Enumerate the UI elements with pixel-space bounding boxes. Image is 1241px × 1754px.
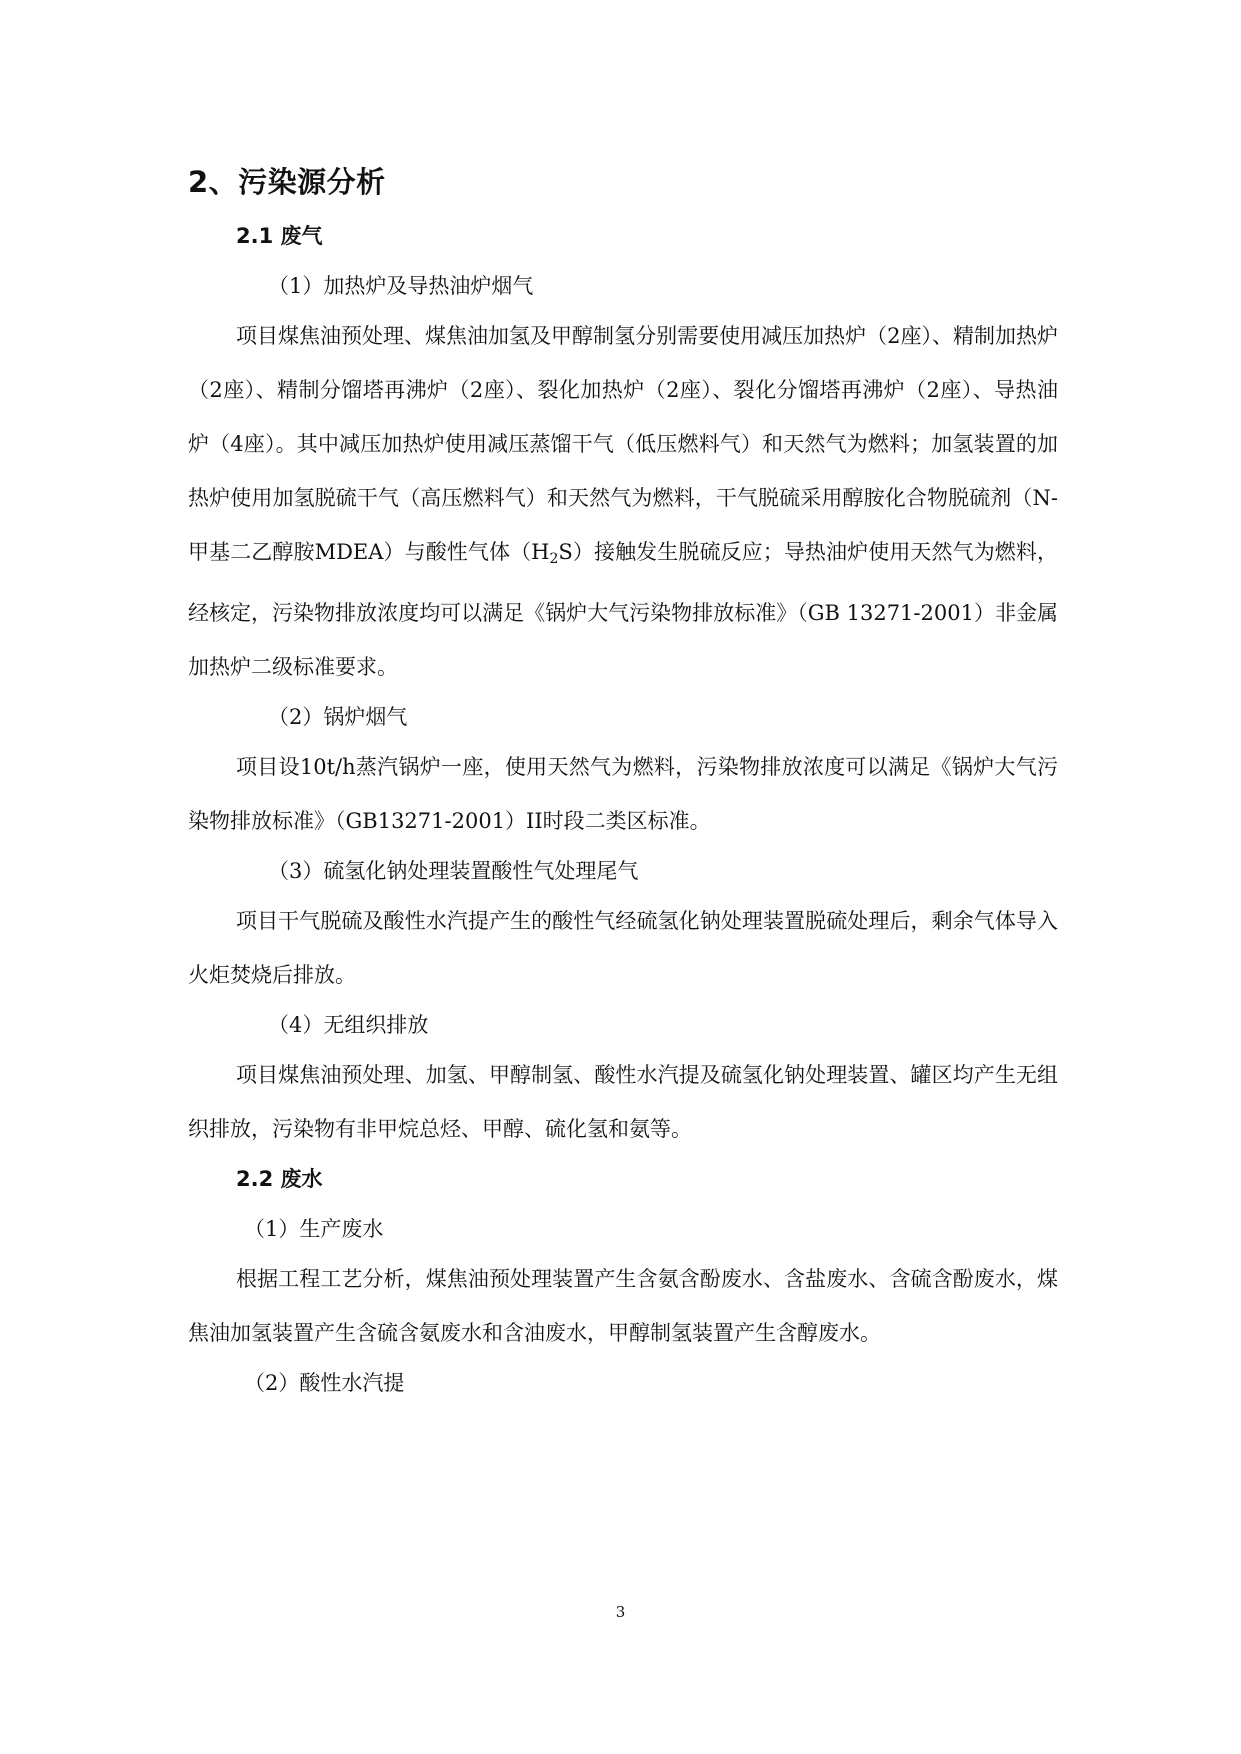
subscript-2: 2 bbox=[549, 551, 559, 567]
subsection-heading-sour-water-stripping: （2）酸性水汽提 bbox=[244, 1371, 405, 1395]
chapter-heading: 2、污染源分析 bbox=[188, 165, 386, 199]
page-number: 3 bbox=[615, 1603, 626, 1621]
paragraph-text: 项目煤焦油预处理、煤焦油加氢及甲醇制氢分别需要使用减压加热炉（2座）、精制加热炉（2座）、精制分馏塔再沸炉（2座）、裂化加热炉（2座）、裂化分馏塔再沸炉（2座）、导热油炉（4座）。其中减压加热炉使用减压蒸馏干气（低压燃料气）和天然气为燃料；加氢装置的加热炉使用加氢脱硫干气（高压燃料气）和天然气为燃料，干气脱硫采用醇胺化合物脱硫剂（N-甲基二乙醇胺MDEA）与酸性气体（H bbox=[188, 324, 1058, 564]
section-heading-wastewater: 2.2 废水 bbox=[236, 1167, 323, 1191]
paragraph-text: S）接触发生脱硫反应；导热油炉使用天然气为燃料，经核定，污染物排放浓度均可以满足《锅炉大气污染物排放标准》（GB 13271-2001）非金属加热炉二级标准要求。 bbox=[188, 540, 1058, 679]
paragraph-boiler-flue-gas: 项目设10t/h蒸汽锅炉一座，使用天然气为燃料，污染物排放浓度可以满足《锅炉大气污染物排放标准》（GB13271-2001）II时段二类区标准。 bbox=[188, 755, 1058, 833]
subsection-heading-fugitive-emissions: （4）无组织排放 bbox=[268, 1013, 429, 1037]
paragraph-acid-gas-tail-gas: 项目干气脱硫及酸性水汽提产生的酸性气经硫氢化钠处理装置脱硫处理后，剩余气体导入火炬焚烧后排放。 bbox=[188, 909, 1058, 987]
section-heading-waste-gas: 2.1 废气 bbox=[236, 224, 323, 248]
document-body bbox=[188, 160, 1058, 1415]
subsection-heading-production-wastewater: （1）生产废水 bbox=[244, 1217, 384, 1241]
subsection-heading-acid-gas-tail-gas: （3）硫氢化钠处理装置酸性气处理尾气 bbox=[268, 859, 639, 883]
paragraph-furnace-flue-gas bbox=[188, 309, 1058, 694]
paragraph-fugitive-emissions: 项目煤焦油预处理、加氢、甲醇制氢、酸性水汽提及硫氢化钠处理装置、罐区均产生无组织排放，污染物有非甲烷总烃、甲醇、硫化氢和氨等。 bbox=[188, 1063, 1058, 1141]
subsection-heading-furnace-flue-gas: （1）加热炉及导热油炉烟气 bbox=[268, 274, 534, 298]
subsection-heading-boiler-flue-gas: （2）锅炉烟气 bbox=[268, 705, 408, 729]
paragraph-production-wastewater: 根据工程工艺分析，煤焦油预处理装置产生含氨含酚废水、含盐废水、含硫含酚废水，煤焦油加氢装置产生含硫含氨废水和含油废水，甲醇制氢装置产生含醇废水。 bbox=[188, 1267, 1058, 1345]
